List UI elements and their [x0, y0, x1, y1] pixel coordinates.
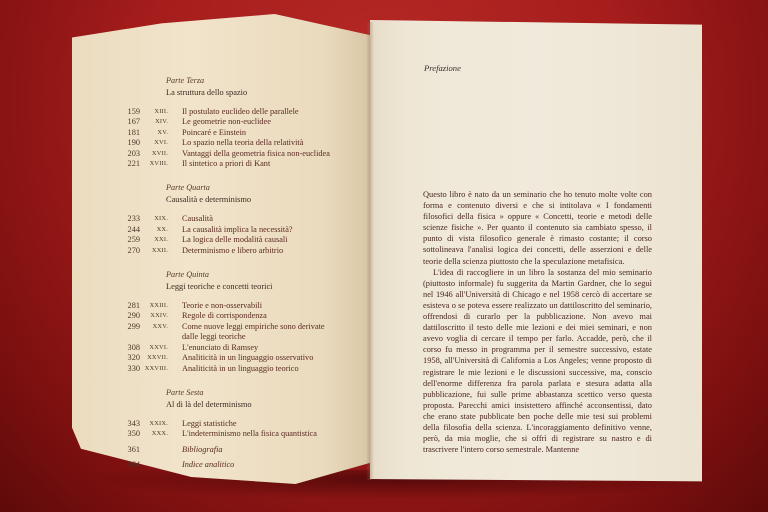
page-number — [110, 332, 140, 342]
page-number: 159 — [127, 107, 140, 116]
chapter-numeral: XIX. — [154, 215, 168, 223]
chapter-title: dalle leggi teoriche — [182, 332, 246, 342]
chapter-numeral: XXIX. — [149, 419, 168, 427]
chapter-title: La causalità implica la necessità? — [182, 224, 293, 234]
page-number: 190 — [127, 138, 140, 148]
toc-entry — [110, 138, 370, 148]
toc-entry — [110, 311, 370, 321]
toc-entry-indice — [110, 460, 370, 470]
chapter-numeral: XXX. — [151, 430, 168, 438]
toc-part-terza — [166, 76, 370, 97]
chapter-title: Analiticità in un linguaggio osservativo — [182, 353, 314, 363]
toc-part-sesta — [166, 388, 370, 409]
toc-entries — [110, 107, 370, 169]
page-number: 281 — [127, 301, 140, 311]
page-number: 299 — [127, 321, 140, 331]
toc-entry — [110, 322, 370, 332]
toc-entry — [110, 214, 370, 224]
chapter-title: Vantaggi della geometria fisica non-euclidea — [182, 148, 330, 158]
chapter-title: Il postulato euclideo delle parallele — [182, 107, 299, 116]
toc-entry — [110, 225, 370, 235]
chapter-numeral: XX. — [156, 225, 168, 233]
chapter-numeral: XXV. — [152, 322, 168, 330]
preface-paragraph: L'idea di raccogliere in un libro la sostanza del mio seminario (piuttosto informale) fu suggerita da Martin Gardner, che lo seguì nel 1946 all'Università di Chicago e nel 1958 cercò di accertare se esisteva o se poteva essere realizzato un dattiloscritto del seminario, offrendosi di curarlo per la pubblicazione. Non avevo mai dattiloscritto il testo delle mie lezioni e dei miei seminari, e non avevo voglia di cercare il tempo per farlo. Accadde, però, che il corso fu messo in programma per il semestre successivo, estate 1958, all'Università di California a Los Angeles; venne proposto di registrare le mie lezioni e le discussioni successive, ma, conscio dell'enorme differenza fra parola parlata e stesura adatta alla pubblicazione, fui sulle prime abbastanza scettico verso questa proposta. Parecchi amici insistettero affinché acconsentissi, dato che erano state pubblicate ben poche delle mie tesi sui problemi della filosofia della scienza. L'incoraggiamento definitivo venne, però, da mia moglie, che si offrì di registrare su nastro e di trascrivere l'intero corso semestrale. Mantenne — [423, 267, 652, 455]
chapter-numeral: XXIV. — [150, 312, 168, 320]
page-number: 343 — [127, 418, 140, 428]
chapter-numeral: XXVIII. — [144, 364, 168, 372]
toc-entries — [110, 301, 370, 374]
page-number: 350 — [127, 429, 140, 439]
chapter-numeral: XVII. — [151, 149, 168, 157]
page-number: 233 — [127, 214, 140, 224]
page-number: 221 — [127, 159, 140, 169]
toc-entry — [110, 353, 370, 363]
chapter-numeral: XV. — [157, 128, 168, 136]
back-matter-title: Indice analitico — [182, 460, 235, 470]
toc-entry — [110, 128, 370, 138]
part-title: Al di là del determinismo — [166, 399, 252, 409]
page-number: 244 — [127, 224, 140, 234]
chapter-title: La logica delle modalità causali — [182, 235, 288, 245]
chapter-title: L'indeterminismo nella fisica quantistica — [182, 429, 317, 439]
page-number: 270 — [127, 245, 140, 255]
toc-entry-continuation — [110, 332, 370, 342]
page-number: 364 — [127, 460, 140, 470]
part-title: Leggi teoriche e concetti teorici — [166, 282, 273, 292]
chapter-numeral: XXI. — [154, 236, 168, 244]
page-number: 181 — [127, 127, 140, 137]
chapter-numeral: XVI. — [154, 139, 168, 147]
chapter-title: Regole di corrispondenza — [182, 311, 267, 321]
chapter-title: Come nuove leggi empiriche sono derivate — [182, 321, 325, 331]
page-number: 203 — [127, 148, 140, 158]
chapter-title: Determinismo e libero arbitrio — [182, 245, 284, 255]
toc-entry — [110, 429, 370, 439]
part-label: Parte Quinta — [166, 270, 209, 280]
table-of-contents — [110, 76, 370, 471]
chapter-title: Analiticità in un linguaggio teorico — [182, 363, 299, 373]
chapter-title: Poincaré e Einstein — [182, 127, 247, 137]
preface-header: Prefazione — [424, 63, 461, 73]
page-number: 361 — [127, 444, 140, 454]
page-number: 167 — [127, 117, 140, 127]
chapter-title: Il sintetico a priori di Kant — [182, 159, 271, 169]
toc-entries — [110, 214, 370, 256]
page-number: 330 — [127, 363, 140, 373]
page-number: 308 — [127, 342, 140, 352]
toc-entry — [110, 301, 370, 311]
chapter-numeral: XIII. — [154, 108, 168, 115]
toc-entries — [110, 419, 370, 471]
toc-entry — [110, 246, 370, 256]
toc-entry — [110, 343, 370, 353]
toc-entry — [110, 364, 370, 374]
toc-entry — [110, 235, 370, 245]
chapter-numeral — [140, 332, 172, 342]
chapter-title: Causalità — [182, 214, 213, 224]
part-title: Causalità e determinismo — [166, 195, 252, 205]
chapter-title: L'enunciato di Ramsey — [182, 342, 259, 352]
toc-part-quarta — [166, 183, 370, 204]
back-matter-title: Bibliografia — [182, 444, 223, 454]
toc-entry — [110, 159, 370, 169]
chapter-title: Leggi statistiche — [182, 418, 237, 428]
part-label: Parte Terza — [166, 76, 205, 85]
toc-part-quinta — [166, 270, 370, 291]
part-title: La struttura dello spazio — [166, 88, 248, 97]
chapter-numeral: XXVI. — [149, 343, 168, 351]
chapter-numeral: XIV. — [155, 118, 168, 126]
page-number: 259 — [127, 235, 140, 245]
preface-text — [423, 189, 652, 455]
part-label: Parte Quarta — [166, 183, 210, 193]
preface-paragraph: Questo libro è nato da un seminario che ho tenuto molte volte con forma e contenuto diversi e che si intitolava « I fondamenti filosofici della fisica » oppure « Concetti, teorie e metodi delle scienze fisiche ». Per quanto il contenuto sia cambiato spesso, il punto di vista filosofico generale è rimasto costante; il corso sottolineava l'analisi logica dei concetti, delle asserzioni e delle teorie della scienza piuttosto che la speculazione metafisica. — [423, 190, 652, 266]
page-number: 290 — [127, 311, 140, 321]
toc-entry — [110, 117, 370, 127]
chapter-numeral: XXII. — [151, 246, 168, 254]
toc-entry-bibliografia — [110, 445, 370, 455]
chapter-numeral: XXVII. — [147, 354, 168, 362]
part-label: Parte Sesta — [166, 387, 204, 397]
toc-entry — [110, 107, 370, 117]
toc-entry — [110, 419, 370, 429]
toc-entry — [110, 149, 370, 159]
chapter-numeral: XVIII. — [149, 160, 168, 168]
chapter-title: Lo spazio nella teoria della relatività — [182, 138, 304, 148]
chapter-title: Teorie e non-osservabili — [182, 301, 263, 311]
chapter-title: Le geometrie non-euclidee — [182, 117, 271, 127]
page-number: 320 — [127, 353, 140, 363]
chapter-numeral: XXIII. — [149, 302, 168, 310]
